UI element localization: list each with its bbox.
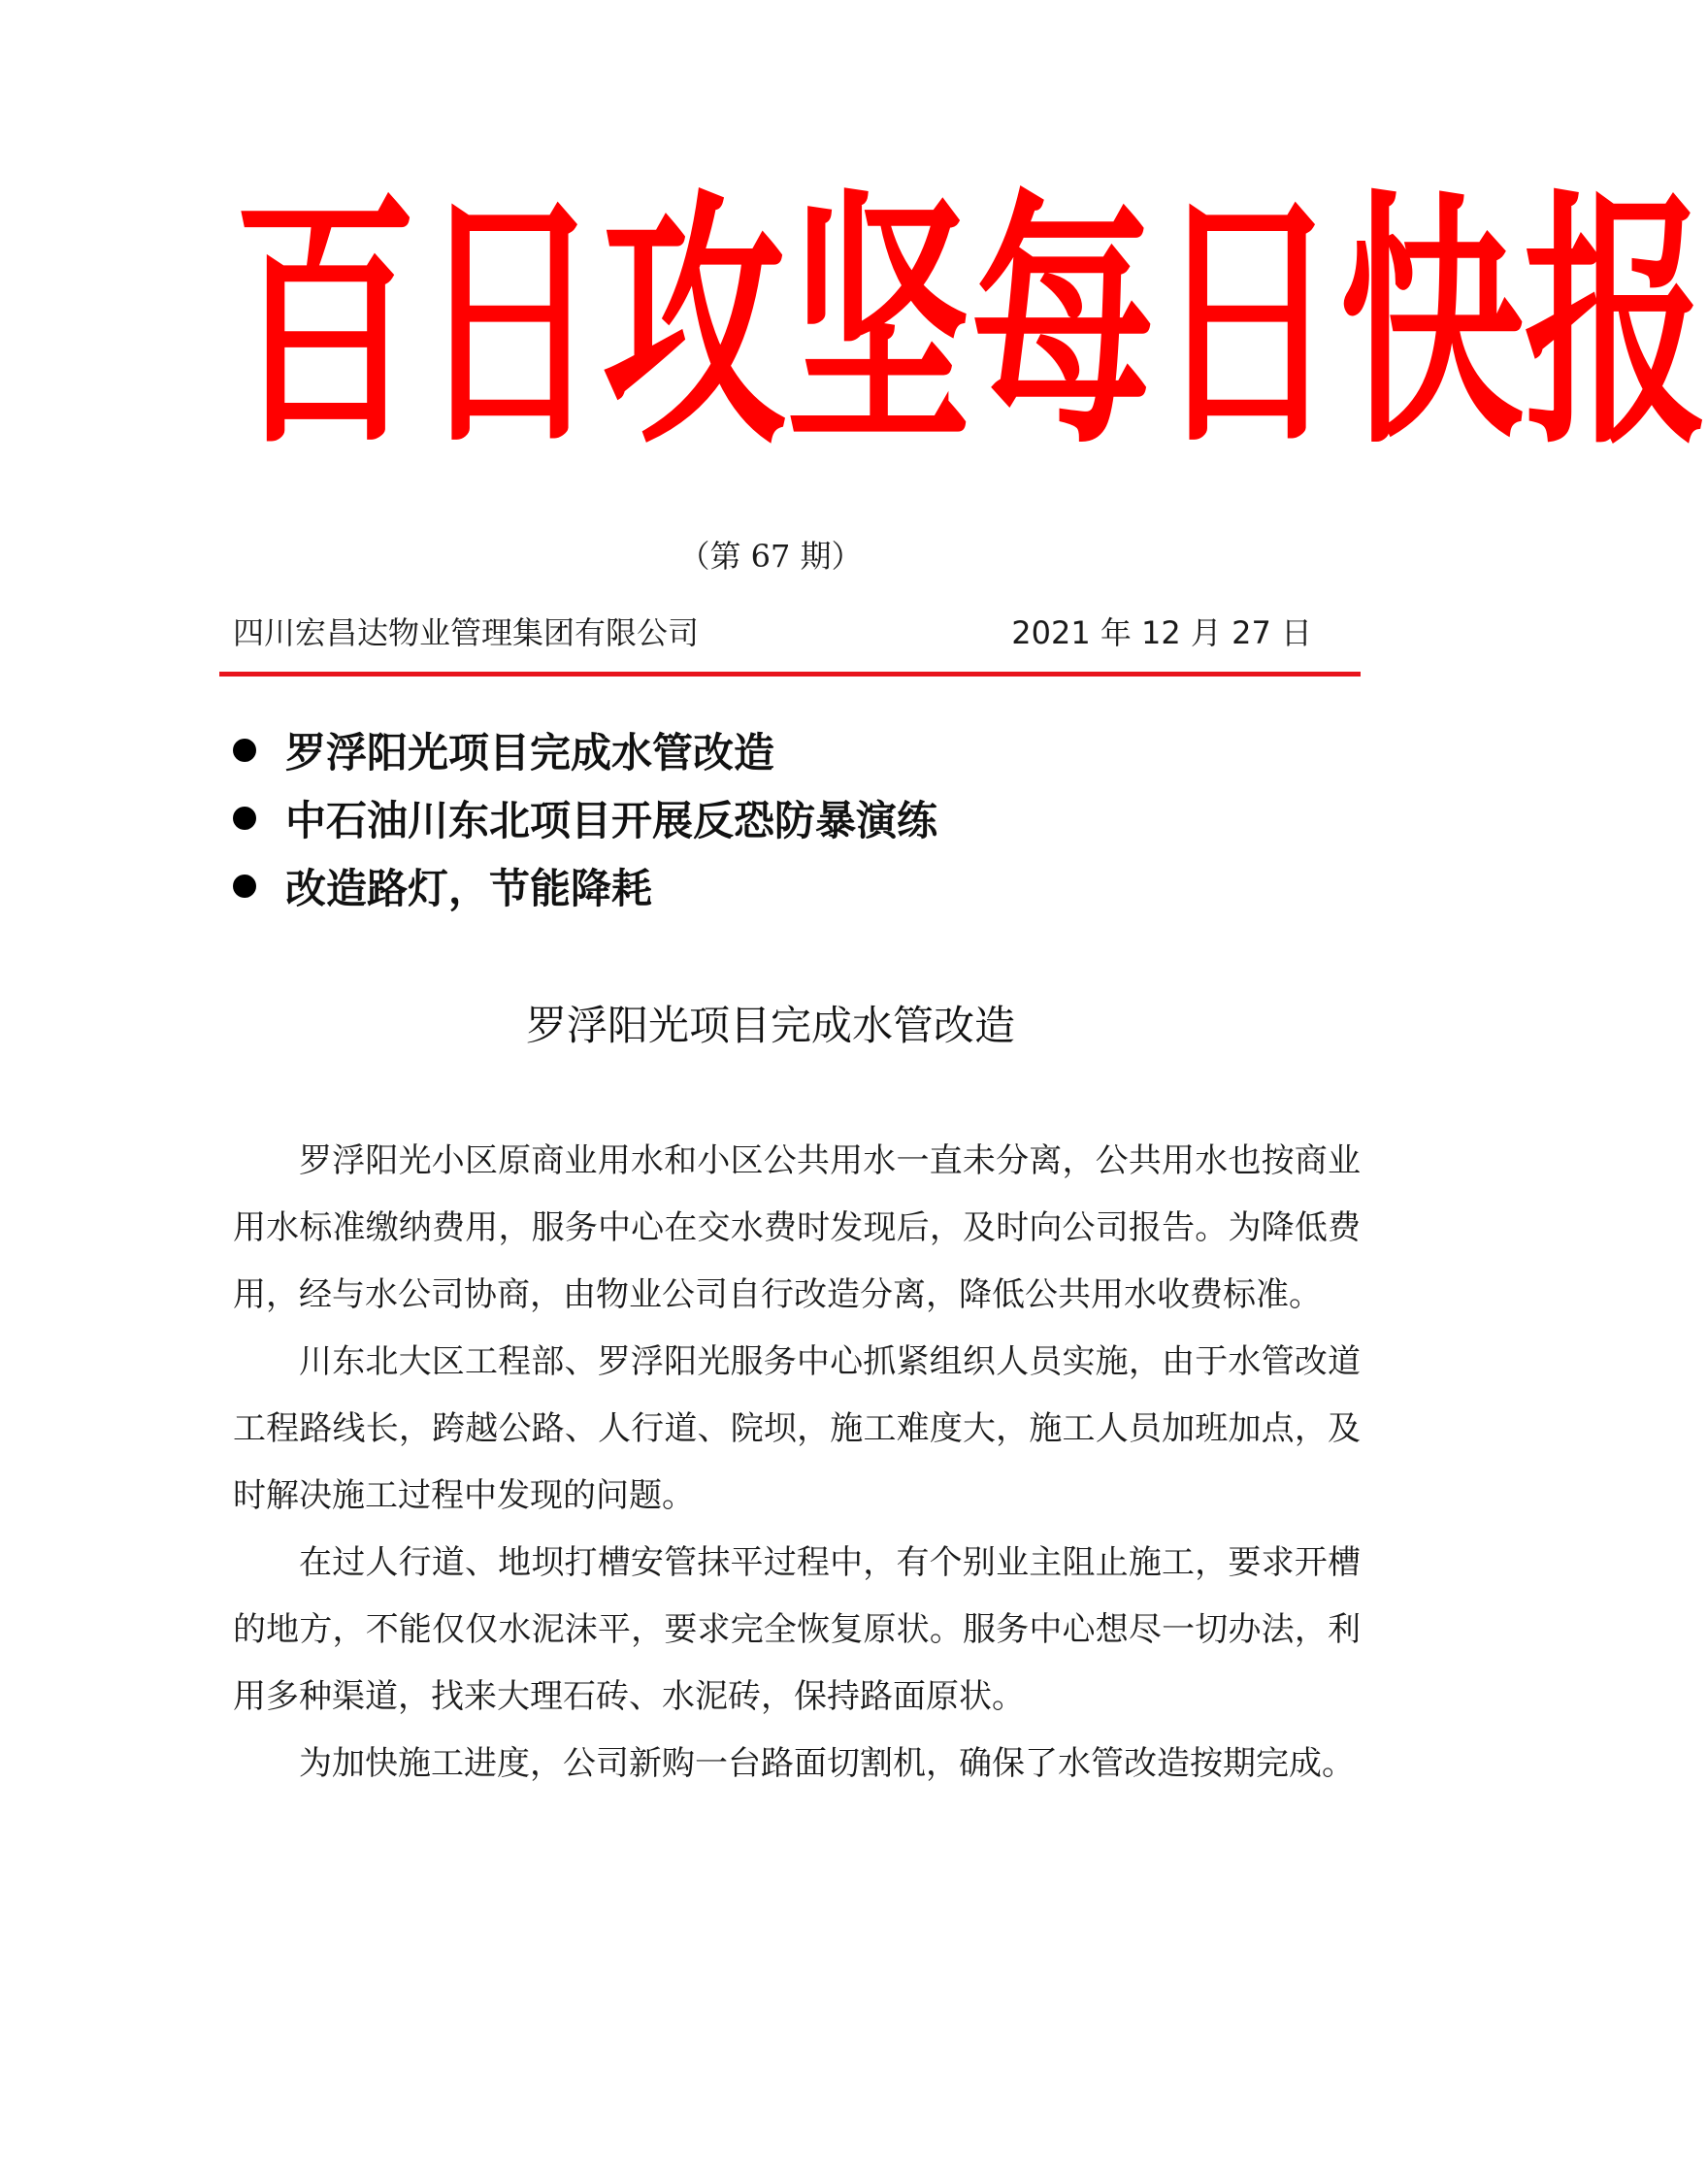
bullet-icon [233,739,256,762]
header-divider [219,672,1361,677]
masthead-char: 攻 [602,169,787,480]
bullet-icon [233,875,256,898]
article-paragraph: 为加快施工进度，公司新购一台路面切割机，确保了水管改造按期完成。 [299,1744,1355,1783]
headline-text: 改造路灯，节能降耗 [285,865,653,912]
publication-date: 2021 年 12 月 27 日 [1011,614,1312,651]
masthead-char: 坚 [786,169,971,480]
headline-list [233,716,937,920]
article-title: 罗浮阳光项目完成水管改造 [525,1002,1015,1049]
article-body [233,1128,1361,1798]
masthead-char: 快 [1339,169,1525,480]
masthead-title [233,165,1708,485]
issue-number: （第 67 期） [678,538,863,575]
masthead-char: 报 [1524,169,1708,480]
masthead-char: 日 [417,169,603,480]
masthead-char: 每 [970,169,1156,480]
article-paragraph: 在过人行道、地坝打槽安管抹平过程中，有个别业主阻止施工，要求开槽的地方，不能仅仅水泥沫平，要求完全恢复原状。服务中心想尽一切办法，利用多种渠道，找来大理石砖、水泥砖，保持路面原状。 [233,1543,1361,1716]
organization-name: 四川宏昌达物业管理集团有限公司 [233,614,700,651]
headline-text: 罗浮阳光项目完成水管改造 [285,729,775,776]
masthead-char: 日 [1155,169,1340,480]
headline-text: 中石油川东北项目开展反恐防暴演练 [285,797,938,844]
bullet-icon [233,807,256,830]
headline-item [233,716,937,784]
article-paragraph: 罗浮阳光小区原商业用水和小区公共用水一直未分离，公共用水也按商业用水标准缴纳费用，服务中心在交水费时发现后，及时向公司报告。为降低费用，经与水公司协商，由物业公司自行改造分离，降低公共用水收费标准。 [233,1141,1361,1314]
masthead-char: 百 [233,169,418,480]
article-paragraph: 川东北大区工程部、罗浮阳光服务中心抓紧组织人员实施，由于水管改道工程路线长，跨越公路、人行道、院坝，施工难度大，施工人员加班加点，及时解决施工过程中发现的问题。 [233,1342,1361,1515]
headline-item [233,784,937,852]
headline-item [233,852,937,920]
